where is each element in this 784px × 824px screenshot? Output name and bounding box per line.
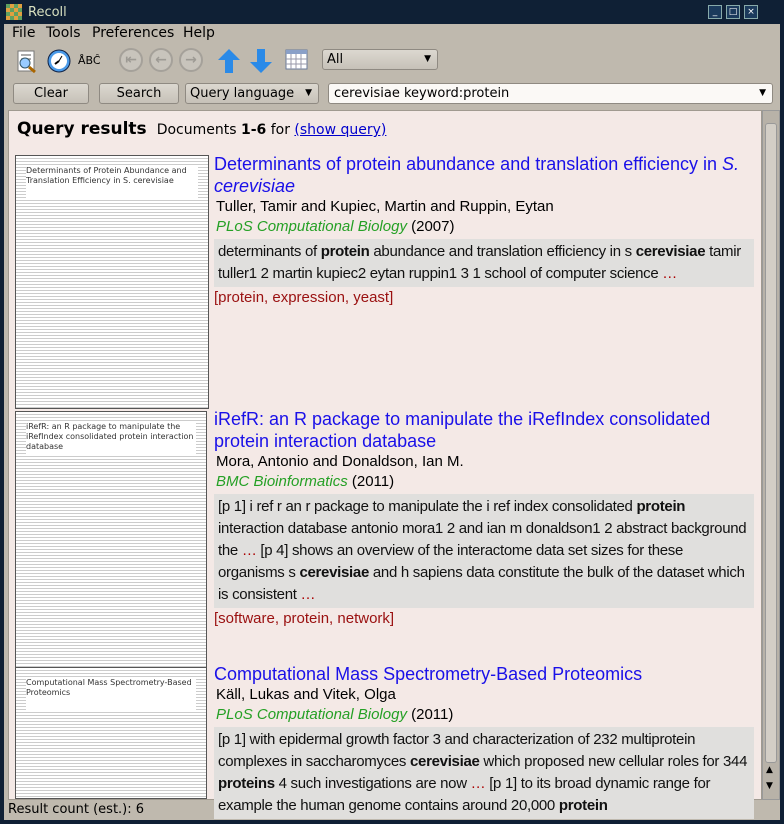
highlight-term: protein xyxy=(558,797,608,814)
filter-value: All xyxy=(327,52,344,67)
abstract-text: and h sapiens data constitute the bulk of the dataset which is consistent xyxy=(218,564,745,603)
search-preview-icon[interactable] xyxy=(14,48,40,74)
result-thumbnail[interactable] xyxy=(15,667,207,799)
menu-bar xyxy=(4,24,780,44)
history-clock-icon[interactable] xyxy=(46,48,72,74)
menu-preferences[interactable]: Preferences xyxy=(92,25,175,41)
ellipsis: … xyxy=(300,586,316,603)
abstract-text: tamir tuller1 2 martin kupiec2 eytan ruppin1 3 1 school of computer science xyxy=(218,243,741,282)
result-title-text: Determinants of protein abundance and translation efficiency in xyxy=(214,154,722,174)
menu-help[interactable]: Help xyxy=(183,25,215,41)
result-item xyxy=(214,408,754,630)
result-abstract xyxy=(214,727,754,819)
highlight-term: protein xyxy=(320,243,370,260)
result-keywords: [software, protein, network] xyxy=(214,610,395,627)
scroll-up-icon[interactable]: ▲ xyxy=(766,765,773,775)
journal-name: PLoS Computational Biology xyxy=(216,706,407,723)
query-mode-select[interactable] xyxy=(185,83,319,104)
result-thumbnail[interactable] xyxy=(15,411,207,693)
docs-range: 1-6 xyxy=(240,122,267,138)
abstract-text: which proposed new cellular roles for 344 xyxy=(479,753,748,770)
menu-tools[interactable]: Tools xyxy=(46,25,81,41)
title-bar xyxy=(0,0,784,24)
highlight-term: cerevisiae xyxy=(409,753,480,770)
thumbnail-title: Computational Mass Spectrometry-Based Proteomics xyxy=(26,678,196,712)
journal-year: (2007) xyxy=(411,218,455,235)
journal-name: PLoS Computational Biology xyxy=(216,218,407,235)
journal-year: (2011) xyxy=(411,706,454,723)
scrollbar-thumb[interactable] xyxy=(765,123,777,763)
filter-select[interactable] xyxy=(322,49,438,70)
result-journal xyxy=(216,217,754,237)
ellipsis: … xyxy=(241,542,261,559)
result-title-link[interactable] xyxy=(214,153,754,197)
result-title-text: Computational Mass Spectrometry-Based Proteomics xyxy=(214,664,643,684)
prev-page-icon[interactable]: ← xyxy=(149,48,173,72)
clear-button[interactable]: Clear xyxy=(13,83,89,104)
next-page-icon[interactable]: → xyxy=(179,48,203,72)
result-authors: Tuller, Tamir and Kupiec, Martin and Ruppin, Eytan xyxy=(216,198,554,215)
table-view-icon[interactable] xyxy=(285,48,311,74)
window-title: Recoll xyxy=(28,5,67,20)
abstract-text: [p 1] i ref r an r package to manipulate the i ref index consolidated xyxy=(218,498,637,515)
abstract-text: determinants of xyxy=(218,243,321,260)
ellipsis: … xyxy=(662,265,677,282)
show-query-link[interactable]: (show query) xyxy=(294,122,387,138)
result-item xyxy=(214,663,754,819)
result-journal xyxy=(216,705,754,725)
highlight-term: protein xyxy=(636,498,686,515)
chevron-down-icon: ▼ xyxy=(424,54,431,64)
menu-file[interactable]: File xyxy=(12,25,36,41)
result-authors: Mora, Antonio and Donaldson, Ian M. xyxy=(216,453,464,470)
results-header xyxy=(17,119,386,139)
highlight-term: cerevisiae xyxy=(299,564,370,581)
chevron-down-icon: ▼ xyxy=(305,88,312,98)
status-bar: Result count (est.): 6 xyxy=(8,802,145,817)
close-button[interactable]: × xyxy=(744,5,758,19)
abstract-text: [p 4] shows an overview of the interactome data set sizes for these organisms s xyxy=(218,542,684,581)
sort-up-icon[interactable] xyxy=(216,48,242,74)
journal-year: (2011) xyxy=(351,473,395,490)
spelling-abc-icon[interactable]: ÅBĈ xyxy=(78,54,101,67)
thumbnail-title: Determinants of Protein Abundance and Translation Efficiency in S. cerevisiae xyxy=(26,166,198,200)
chevron-down-icon[interactable]: ▼ xyxy=(759,88,766,98)
abstract-text: 4 such investigations are now xyxy=(274,775,471,792)
result-title-link[interactable] xyxy=(214,663,754,685)
search-query-text: cerevisiae keyword:protein xyxy=(334,86,510,101)
thumbnail-title: iRefR: an R package to manipulate the iRefIndex consolidated protein interaction database xyxy=(26,422,196,456)
journal-name: BMC Bioinformatics xyxy=(216,473,348,490)
abstract-text: interaction database antonio mora1 2 and ian m donaldson1 2 abstract background the xyxy=(218,520,747,559)
result-title-link[interactable] xyxy=(214,408,754,452)
result-abstract xyxy=(214,239,754,287)
search-input[interactable] xyxy=(328,83,773,104)
first-page-icon[interactable]: ⇤ xyxy=(119,48,143,72)
query-mode-value: Query language xyxy=(190,86,295,101)
highlight-term: cerevisiae xyxy=(635,243,706,260)
result-authors: Käll, Lukas and Vitek, Olga xyxy=(216,686,396,703)
maximize-button[interactable]: □ xyxy=(726,5,740,19)
abstract-text: [p 1] with epidermal growth factor 3 and characterization of 232 multiprotein complexes in saccharomyces xyxy=(218,731,696,770)
minimize-button[interactable]: _ xyxy=(708,5,722,19)
search-button[interactable]: Search xyxy=(99,83,179,104)
scroll-down-icon[interactable]: ▼ xyxy=(766,781,773,791)
docs-label: Documents xyxy=(156,122,241,138)
result-item xyxy=(214,153,754,309)
abstract-text: abundance and translation efficiency in s xyxy=(369,243,636,260)
results-title: Query results xyxy=(17,119,147,139)
highlight-term: proteins xyxy=(218,775,275,792)
result-title-italic: S. cerevisiae xyxy=(214,154,739,196)
for-label: for xyxy=(266,122,295,138)
result-thumbnail[interactable] xyxy=(15,155,209,409)
results-scrollbar[interactable] xyxy=(762,110,780,800)
result-journal xyxy=(216,472,754,492)
main-window xyxy=(4,24,780,820)
ellipsis: … xyxy=(470,775,490,792)
result-title-text: iRefR: an R package to manipulate the iRefIndex consolidated protein interaction database xyxy=(214,409,711,451)
result-keywords: [protein, expression, yeast] xyxy=(214,289,394,306)
result-abstract xyxy=(214,494,754,608)
sort-down-icon[interactable] xyxy=(248,48,274,74)
abstract-text: [p 1] to its broad dynamic range for example the human genome contains around 20,000 xyxy=(218,775,711,814)
app-logo-icon xyxy=(6,4,22,20)
